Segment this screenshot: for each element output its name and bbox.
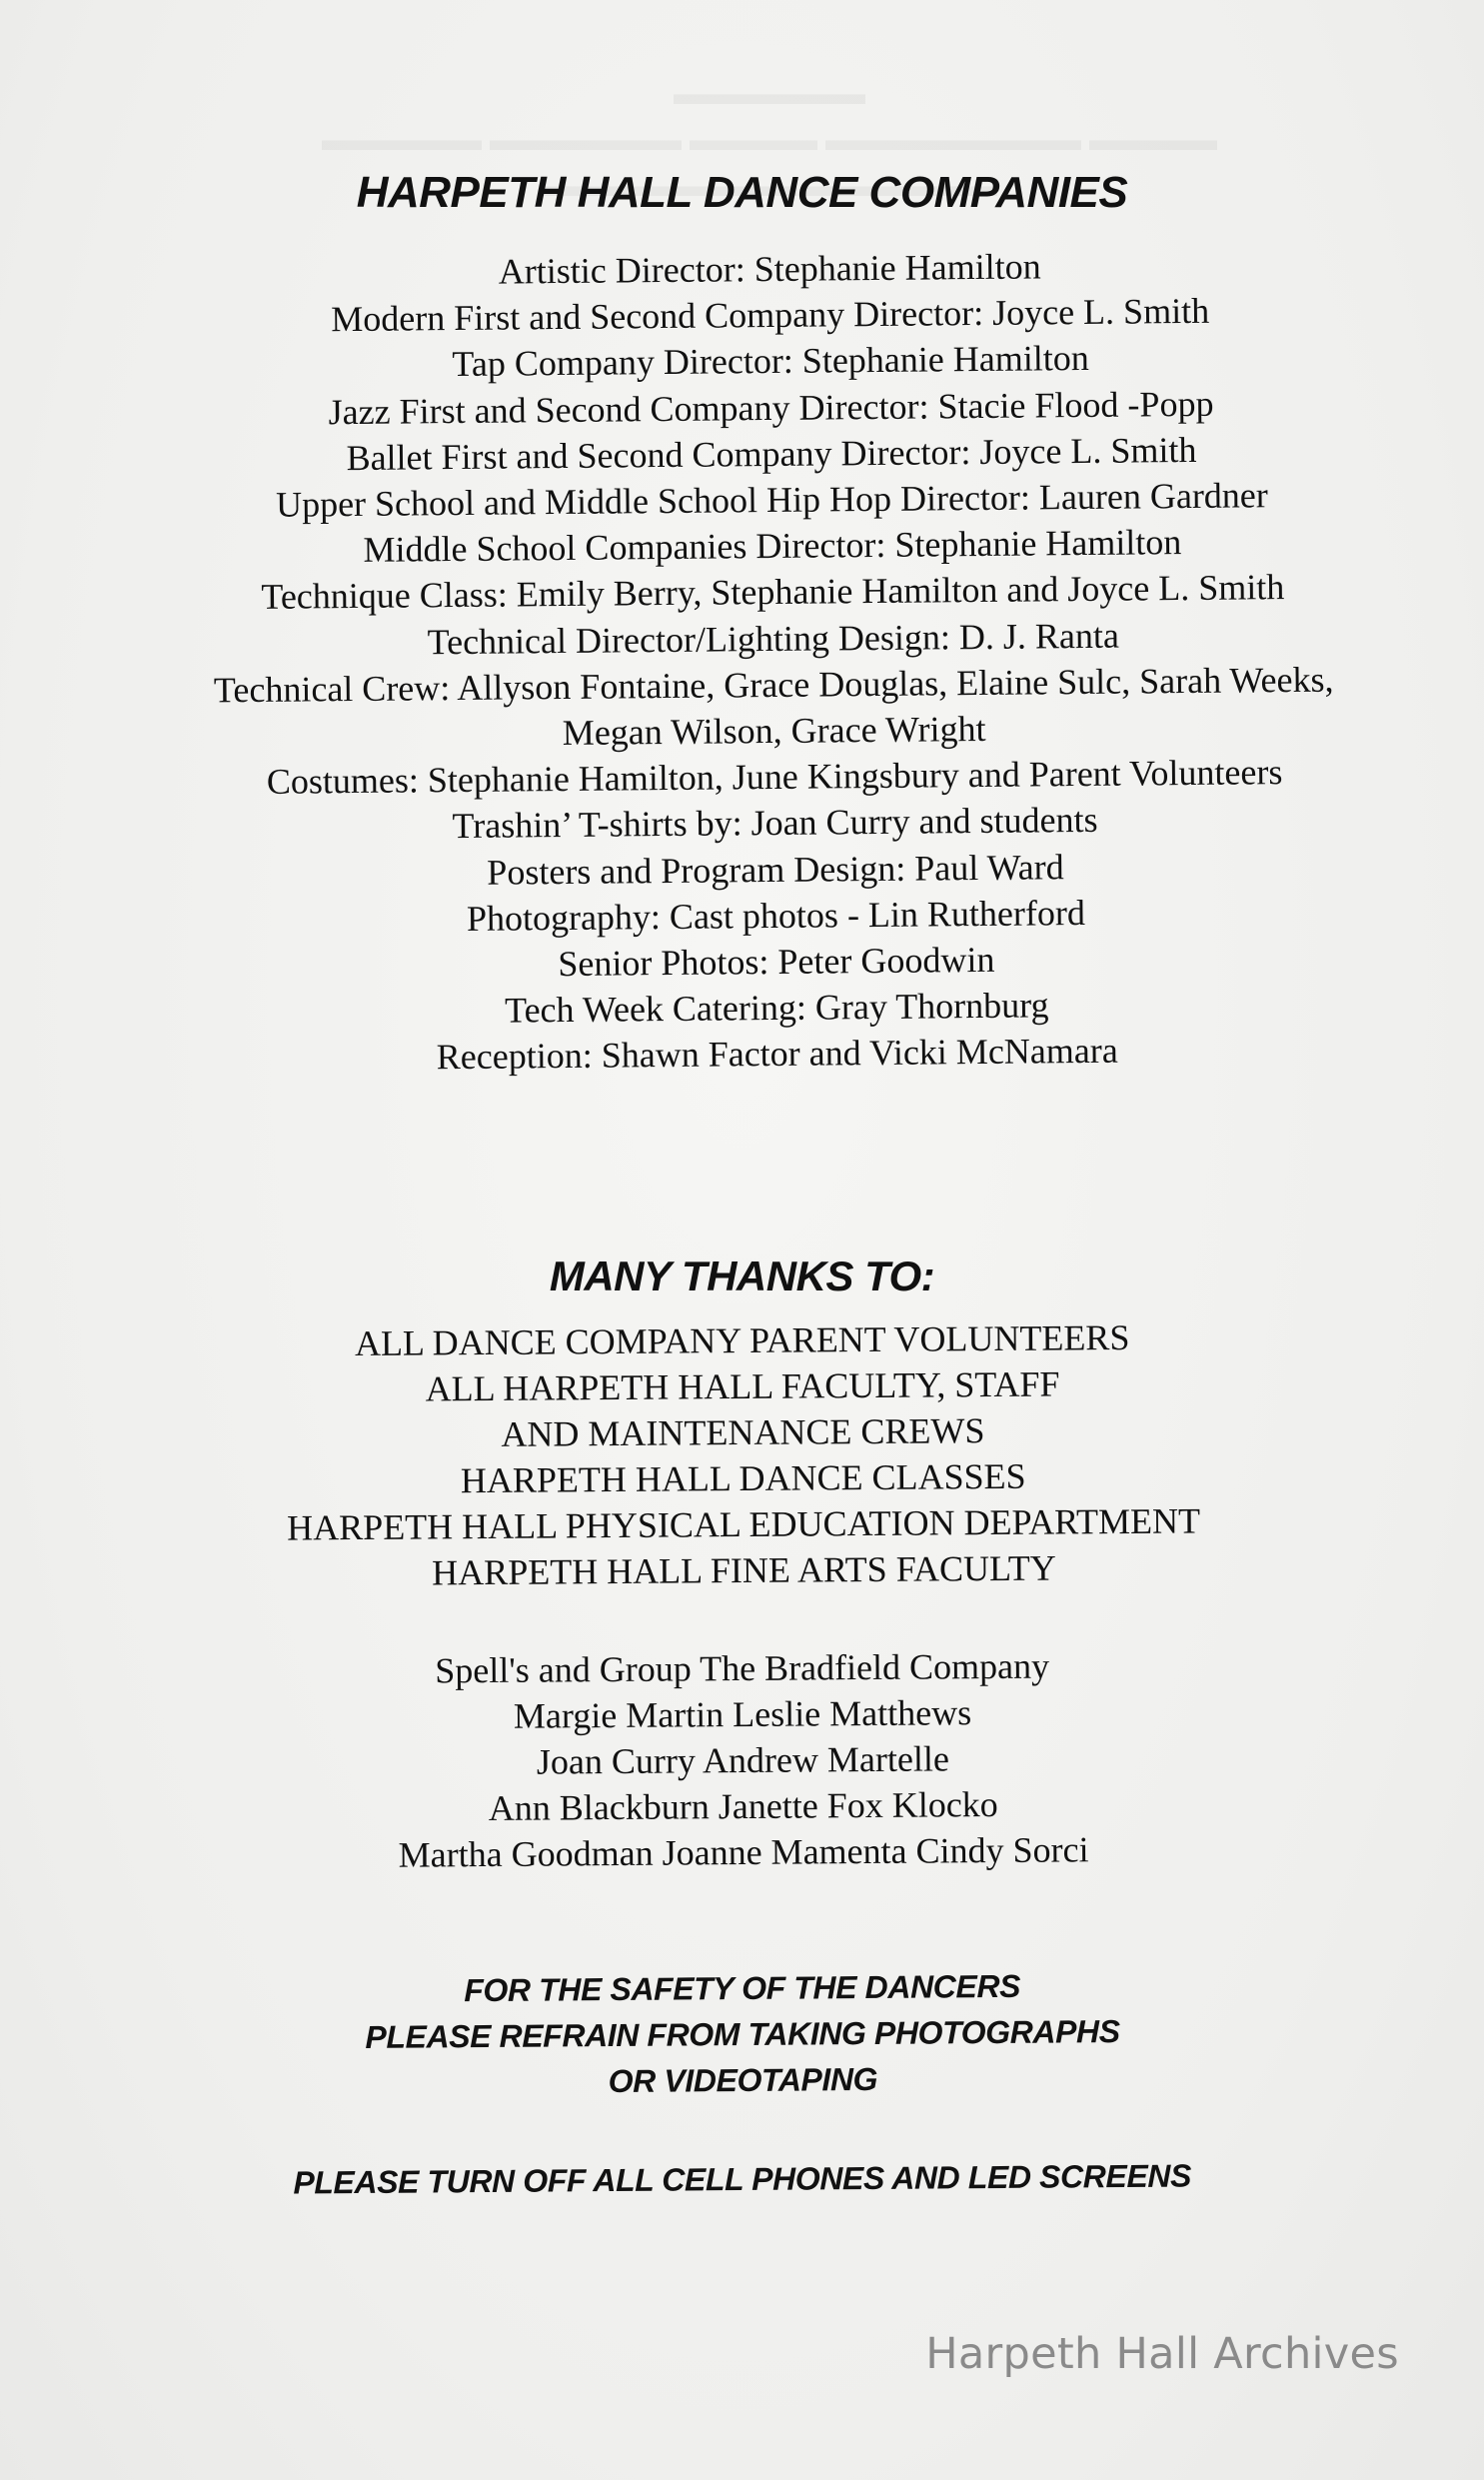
companies-heading: HARPETH HALL DANCE COMPANIES: [356, 168, 1128, 217]
credit-line: Technique Class: Emily Berry, Stephanie Hamilton and Joyce L. Smith: [261, 567, 1285, 618]
thanks-heading: MANY THANKS TO:: [549, 1252, 935, 1299]
credit-line: Artistic Director: Stephanie Hamilton: [498, 246, 1041, 292]
thanks-group-line: ALL DANCE COMPANY PARENT VOLUNTEERS: [354, 1316, 1130, 1364]
thanks-names: [0, 1639, 1484, 1881]
credit-line: Posters and Program Design: Paul Ward: [487, 846, 1064, 893]
thanks-group-line: HARPETH HALL PHYSICAL EDUCATION DEPARTMENT: [287, 1500, 1201, 1548]
credit-line: Technical Crew: Allyson Fontaine, Grace Douglas, Elaine Sulc, Sarah Weeks,: [213, 659, 1334, 711]
safety-notice-line: PLEASE REFRAIN FROM TAKING PHOTOGRAPHS: [365, 2013, 1120, 2055]
thanks-name-line: Ann Blackburn Janette Fox Klocko: [488, 1783, 998, 1828]
phones-notice: [0, 2150, 1484, 2208]
thanks-groups: [0, 1311, 1484, 1599]
credit-line: Tap Company Director: Stephanie Hamilton: [452, 338, 1089, 385]
thanks-name-line: Margie Martin Leslie Matthews: [513, 1692, 972, 1736]
credit-line: Photography: Cast photos - Lin Rutherford: [466, 892, 1086, 939]
thanks-name-line: Joan Curry Andrew Martelle: [536, 1738, 950, 1782]
phones-notice-line: PLEASE TURN OFF ALL CELL PHONES AND LED SCREENS: [293, 2157, 1192, 2201]
credit-line: Costumes: Stephanie Hamilton, June Kingsbury and Parent Volunteers: [266, 752, 1283, 803]
thanks-group-line: ALL HARPETH HALL FACULTY, STAFF: [425, 1363, 1060, 1409]
safety-notice-line: OR VIDEOTAPING: [608, 2060, 878, 2100]
safety-notice-line: FOR THE SAFETY OF THE DANCERS: [464, 1967, 1021, 2009]
credit-line: Middle School Companies Director: Stephanie Hamilton: [363, 522, 1182, 571]
safety-notice: [0, 1959, 1484, 2109]
thanks-group-line: HARPETH HALL FINE ARTS FACULTY: [432, 1547, 1056, 1593]
thanks-group-line: HARPETH HALL DANCE CLASSES: [460, 1455, 1026, 1501]
credit-line: Upper School and Middle School Hip Hop Director: Lauren Gardner: [275, 475, 1268, 525]
credit-line: Technical Director/Lighting Design: D. J. Ranta: [427, 615, 1120, 662]
credit-line: Megan Wilson, Grace Wright: [562, 708, 986, 754]
credits-list: [60, 239, 1484, 1084]
credit-line: Trashin’ T-shirts by: Joan Curry and students: [452, 800, 1098, 847]
credit-line: Jazz First and Second Company Director: Stacie Flood -Popp: [328, 383, 1214, 432]
archive-watermark: Harpeth Hall Archives: [925, 2329, 1399, 2379]
credit-line: Senior Photos: Peter Goodwin: [558, 939, 995, 985]
credit-line: Modern First and Second Company Director: Joyce L. Smith: [331, 290, 1210, 340]
credit-line: Ballet First and Second Company Director: Joyce L. Smith: [346, 429, 1197, 478]
thanks-group-line: AND MAINTENANCE CREWS: [501, 1410, 985, 1454]
thanks-name-line: Spell's and Group The Bradfield Company: [435, 1645, 1050, 1691]
thanks-name-line: Martha Goodman Joanne Mamenta Cindy Sorci: [398, 1829, 1089, 1875]
credit-line: Reception: Shawn Factor and Vicki McNamara: [436, 1031, 1118, 1078]
credit-line: Tech Week Catering: Gray Thornburg: [504, 985, 1049, 1031]
